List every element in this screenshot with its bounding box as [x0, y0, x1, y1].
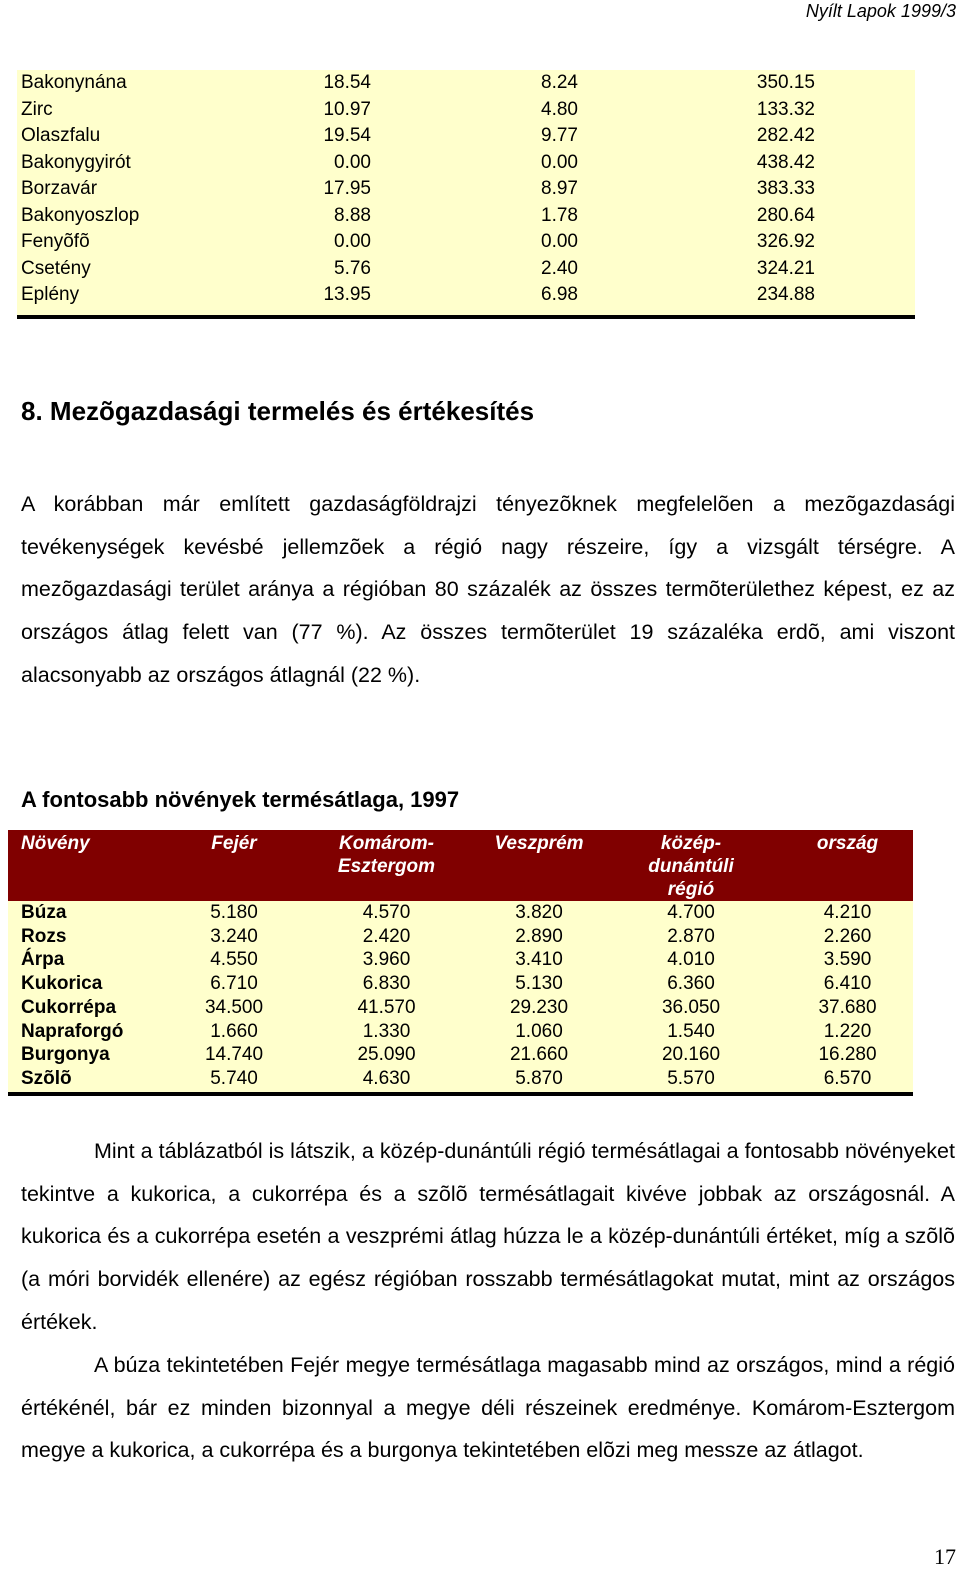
settlement-value: 8.24 [541, 72, 578, 93]
settlement-value: 280.64 [756, 204, 815, 226]
settlement-value: 326.92 [756, 231, 815, 252]
crop-name: Rozs [21, 925, 67, 947]
settlement-value: 6.98 [541, 284, 578, 305]
table-row [8, 1020, 913, 1044]
crop-name: Napraforgó [21, 1020, 124, 1042]
crop-yield-value: 5.740 [210, 1067, 258, 1089]
settlement-value: 438.42 [756, 151, 815, 173]
settlement-value: 2.40 [541, 257, 578, 279]
intro-paragraph: A korábban már említett gazdaságföldrajzi tényezõknek megfelelõen a mezõgazdasági tevékenységek kevésbé jellemzõek a régió nagy részeire, így a vizsgált térségre. A mezõgazdasági terület aránya a régióban 80 százalék az összes termõterülethez képest, ez az országos átlag felett van (77 %). Az összes termõterület 19 százaléka erdõ, ami viszont alacsonyabb az országos átlagnál (22 %). [21, 492, 955, 687]
settlement-row [17, 150, 915, 177]
settlement-value: 17.95 [323, 178, 371, 199]
crop-yield-value: 1.220 [823, 1020, 872, 1042]
settlement-row [17, 70, 915, 97]
crop-yield-value: 36.050 [661, 996, 721, 1018]
crop-yield-value: 1.330 [362, 1020, 411, 1042]
crop-table-header-cell: közép- dunántúli régió [648, 833, 734, 900]
wheat-paragraph: A búza tekintetében Fejér megye termésátlaga magasabb mind az országos, mind a régió értékénél, bár ez minden bizonnyal a megye déli részeinek eredménye. Komárom-Esztergom megye a kukorica, a cukorrépa és a burgonya tekintetében elõzi meg messze az átlagot. [21, 1353, 955, 1463]
crop-yield-value: 4.550 [210, 949, 258, 971]
crop-yield-value: 6.410 [823, 973, 872, 995]
settlement-value: 13.95 [323, 284, 371, 305]
table-row [8, 1067, 913, 1094]
settlement-row [17, 282, 915, 309]
crop-name: Búza [21, 902, 67, 923]
settlement-value: 383.33 [756, 178, 815, 199]
settlement-value: 1.78 [541, 204, 578, 226]
crop-table-header-cell: Növény [21, 833, 90, 854]
settlement-name: Eplény [21, 284, 80, 305]
crop-name: Burgonya [21, 1044, 110, 1066]
settlement-value: 0.00 [541, 231, 578, 252]
settlement-value: 234.88 [756, 284, 815, 305]
settlement-value: 0.00 [541, 151, 578, 173]
crop-table-header-cell: ország [816, 833, 879, 854]
crop-yield-value: 2.260 [823, 925, 872, 947]
crop-yield-value: 4.010 [667, 949, 715, 971]
crop-yield-value: 6.360 [667, 973, 715, 995]
settlement-value: 8.97 [541, 178, 578, 199]
crop-yield-value: 29.230 [509, 996, 569, 1018]
crop-yield-value: 5.570 [667, 1067, 715, 1089]
crop-table-header-cell: Komárom- Esztergom [337, 833, 436, 877]
page-number: 17 [934, 1544, 956, 1569]
crop-yield-value: 3.820 [515, 902, 563, 923]
settlement-table [17, 70, 915, 319]
crop-yield-value: 1.660 [210, 1020, 258, 1042]
settlement-name: Olaszfalu [21, 125, 101, 146]
crop-yield-value: 6.710 [210, 973, 258, 995]
crop-yield-value: 21.660 [509, 1044, 569, 1066]
settlement-row [17, 176, 915, 203]
crop-yield-value: 37.680 [818, 996, 877, 1018]
crop-yield-value: 3.410 [515, 949, 563, 971]
settlement-value: 0.00 [334, 151, 371, 173]
crop-yield-value: 4.570 [362, 902, 411, 923]
crop-yield-value: 2.870 [667, 925, 715, 947]
table-row [8, 901, 913, 925]
crop-name: Cukorrépa [21, 996, 117, 1018]
settlement-name: Bakonygyirót [21, 151, 131, 173]
table-row [8, 948, 913, 972]
settlement-name: Bakonynána [21, 72, 127, 93]
table-row [8, 1043, 913, 1067]
settlement-value: 4.80 [541, 98, 578, 120]
crop-table-header-row [8, 830, 913, 901]
table-row [8, 925, 913, 949]
crop-yield-table [8, 830, 913, 1096]
crop-name: Szõlõ [21, 1067, 72, 1089]
running-header: Nyílt Lapok 1999/3 [805, 1, 956, 21]
crop-yield-value: 25.090 [357, 1044, 416, 1066]
settlement-row [17, 123, 915, 150]
crop-yield-value: 6.570 [823, 1067, 872, 1089]
settlement-value: 18.54 [323, 72, 371, 93]
settlement-row [17, 229, 915, 256]
crop-yield-value: 34.500 [204, 996, 264, 1018]
crop-yield-value: 2.420 [362, 925, 411, 947]
crop-yield-value: 4.630 [362, 1067, 411, 1089]
settlement-value: 133.32 [756, 98, 815, 120]
crop-yield-value: 3.240 [210, 925, 258, 947]
crop-yield-value: 14.740 [204, 1044, 264, 1066]
table-row [8, 996, 913, 1020]
analysis-paragraph: Mint a táblázatból is látszik, a közép-dunántúli régió termésátlagai a fontosabb növényeket tekintve a kukorica, a cukorrépa és a szõlõ termésátlagait kivéve jobbak az országosnál. A kukorica és a cukorrépa esetén a veszprémi átlag húzza le a közép-dunántúli értéket, míg a szõlõ (a móri borvidék ellenére) az egész régióban rosszabb termésátlagokat mutat, mint az országos értékek. [21, 1139, 955, 1334]
crop-yield-value: 2.890 [515, 925, 563, 947]
crop-yield-value: 1.060 [515, 1020, 563, 1042]
crop-table-header-cell: Fejér [211, 833, 257, 854]
settlement-name: Borzavár [21, 178, 98, 199]
settlement-value: 282.42 [756, 125, 815, 146]
crop-table-title: A fontosabb növények termésátlaga, 1997 [21, 787, 460, 812]
crop-yield-value: 16.280 [818, 1044, 877, 1066]
settlement-name: Bakonyoszlop [21, 204, 140, 226]
crop-yield-value: 5.870 [515, 1067, 563, 1089]
settlement-value: 9.77 [541, 125, 578, 146]
crop-name: Árpa [21, 949, 65, 971]
settlement-name: Fenyõfõ [21, 231, 90, 252]
settlement-name: Zirc [21, 98, 53, 120]
crop-yield-value: 6.830 [362, 973, 411, 995]
crop-yield-value: 5.180 [210, 902, 258, 923]
settlement-value: 8.88 [334, 204, 371, 226]
settlement-value: 350.15 [756, 72, 815, 93]
crop-yield-value: 3.590 [823, 949, 872, 971]
settlement-name: Csetény [21, 257, 91, 279]
crop-yield-value: 20.160 [661, 1044, 721, 1066]
settlement-value: 324.21 [756, 257, 815, 279]
settlement-value: 10.97 [323, 98, 371, 120]
crop-yield-value: 41.570 [357, 996, 416, 1018]
crop-yield-value: 4.700 [667, 902, 715, 923]
settlement-value: 5.76 [334, 257, 371, 279]
settlement-row [17, 203, 915, 230]
crop-yield-value: 4.210 [823, 902, 872, 923]
section-heading: 8. Mezõgazdasági termelés és értékesítés [21, 396, 535, 426]
settlement-value: 19.54 [323, 125, 371, 146]
crop-name: Kukorica [21, 973, 103, 995]
settlement-value: 0.00 [334, 231, 371, 252]
crop-table-header-cell: Veszprém [494, 833, 584, 854]
crop-yield-value: 3.960 [362, 949, 411, 971]
crop-yield-value: 1.540 [667, 1020, 715, 1042]
settlement-row [17, 97, 915, 124]
crop-yield-value: 5.130 [515, 973, 563, 995]
settlement-row [17, 256, 915, 283]
table-row [8, 972, 913, 996]
